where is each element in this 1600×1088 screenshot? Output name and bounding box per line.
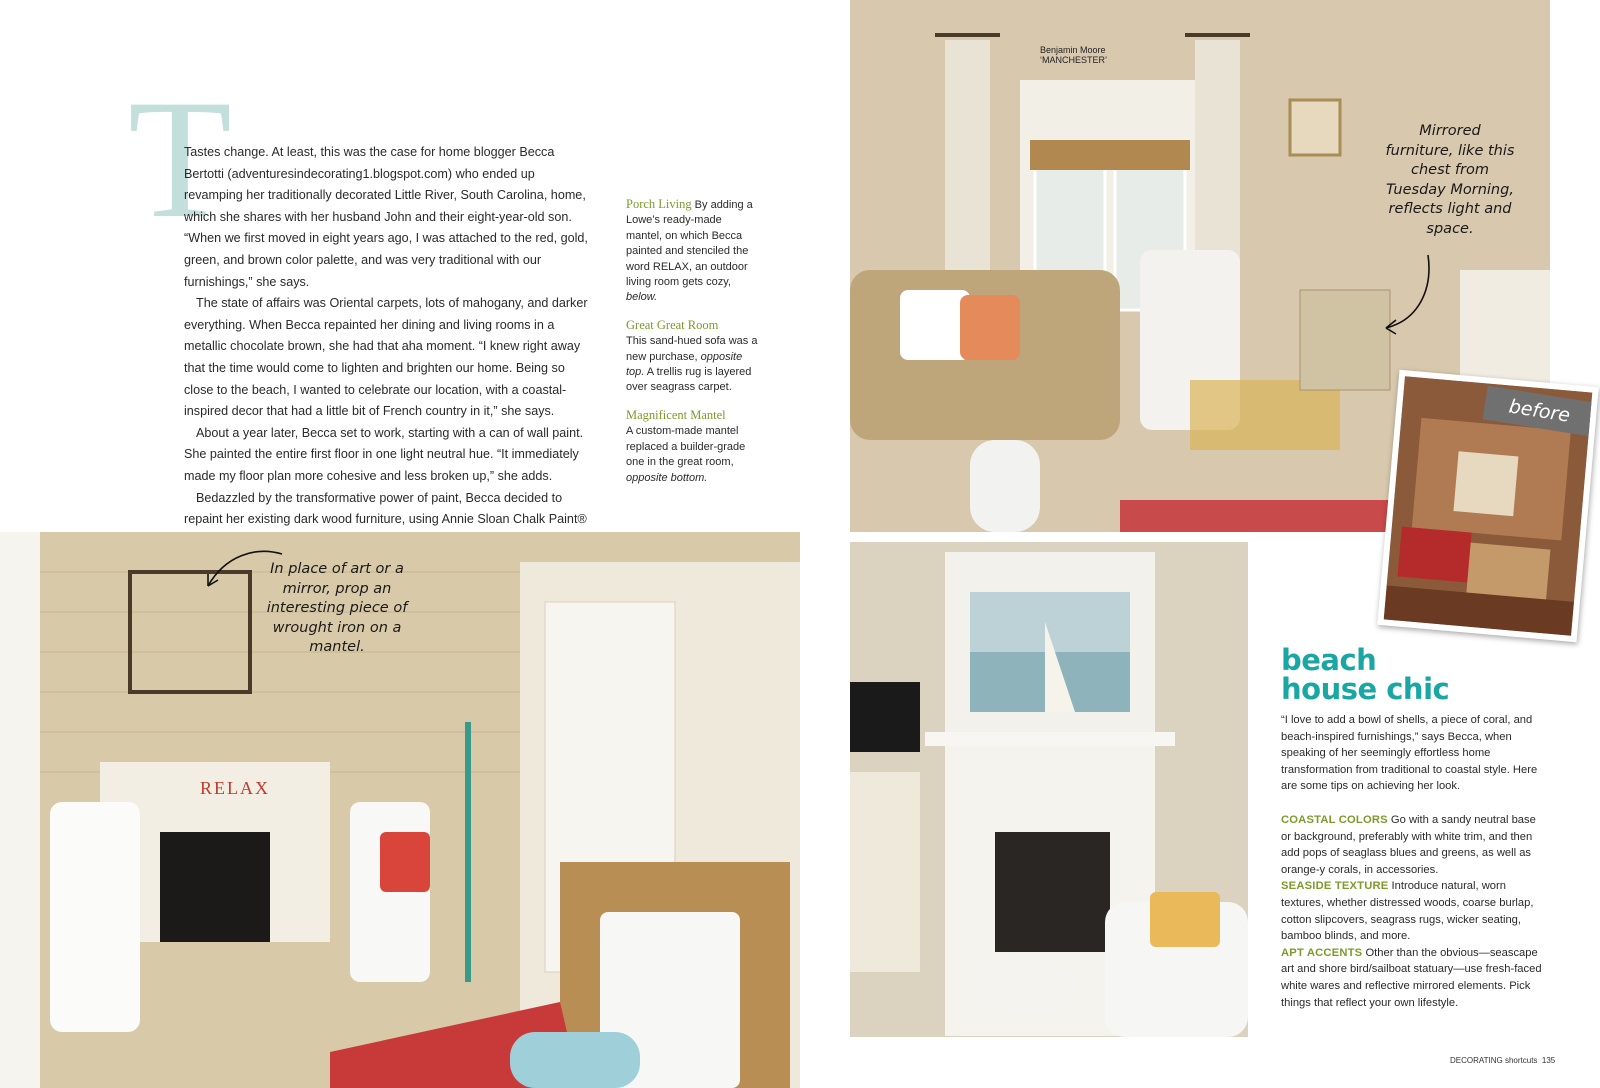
caption-text: A custom-made mantel replaced a builder-grade one in the great room, xyxy=(626,425,746,469)
paragraph: The state of affairs was Oriental carpets, lots of mahogany, and darker everything. When Becca repainted her dining and living rooms in a metallic chocolate brown, she had that aha moment. “I knew right away that the time would come to lighten and brighten our home. Being so close to the beach, I wanted to celebrate our location, with a coastal-inspired decor that had a little bit of French country in it,” she says. xyxy=(184,296,588,419)
relax-sign: RELAX xyxy=(200,778,270,798)
caption-ref: below. xyxy=(626,291,658,304)
caption-title: Magnificent Mantel xyxy=(626,407,726,422)
mirror-annotation: Mirrored furniture, like this chest from Tuesday Morning, reflects light and space. xyxy=(1385,123,1515,237)
tip-item xyxy=(1281,878,1543,944)
before-photo-image xyxy=(1384,376,1593,635)
caption-mantel xyxy=(626,408,758,486)
paragraph: Tastes change. At least, this was the case for home blogger Becca Bertotti (adventuresindecorating1.blogspot.com) who ended up revamping her traditionally decorated Little River, South Carolina, home, which she shares with her husband John and their eight-year-old son. “When we first moved in eight years ago, I was attached to the red, gold, green, and brown color palette, and was very traditional with our furnishings,” she says. xyxy=(184,145,588,289)
before-photo xyxy=(1377,370,1599,642)
caption-title: Porch Living xyxy=(626,197,692,211)
tip-text: Introduce natural, worn textures, whether distressed woods, coarse burlap, cotton slipcovers, seagrass rugs, wicker seating, bamboo blinds, and more. xyxy=(1281,880,1534,943)
article-body xyxy=(184,142,592,552)
tips-list xyxy=(1281,812,1543,1011)
folio-section: DECORATING shortcuts xyxy=(1450,1056,1538,1065)
caption-text: This sand-hued sofa was a new purchase, xyxy=(626,335,758,363)
caption-porch-living xyxy=(626,197,758,306)
caption-ref: opposite top. xyxy=(626,350,743,379)
mantel-photo xyxy=(850,542,1248,1037)
wrought-iron-annotation: In place of art or a mirror, prop an interesting piece of wrought iron on a mantel. xyxy=(266,561,408,655)
arrow-icon xyxy=(1378,250,1438,340)
before-label: before xyxy=(1482,386,1592,437)
tip-item xyxy=(1281,945,1543,1011)
arrow-icon xyxy=(200,546,290,596)
folio-page-number: 135 xyxy=(1541,1056,1556,1065)
caption-text: A trellis rug is layered over seagrass carpet. xyxy=(626,366,752,394)
caption-ref: opposite bottom. xyxy=(626,471,708,484)
drop-cap: T xyxy=(128,65,232,253)
photo-captions xyxy=(626,197,758,498)
feature-title xyxy=(1281,643,1450,706)
tip-title: SEASIDE TEXTURE xyxy=(1281,880,1389,893)
feature-title-line: beach xyxy=(1281,643,1377,677)
tip-text: Other than the obvious—seascape art and shore bird/sailboat statuary—use fresh-faced white wares and reflective mirrored elements. Pick things that reflect your own lifestyle. xyxy=(1281,946,1542,1009)
caption-great-room xyxy=(626,318,758,396)
caption-text: By adding a Lowe’s ready-made mantel, on which Becca painted and stenciled the word RELAX, an outdoor living room gets cozy, xyxy=(626,199,753,289)
paint-brand: Benjamin Moore xyxy=(1040,45,1106,55)
mantel-illustration xyxy=(850,542,1248,1037)
paint-color-label xyxy=(1040,45,1107,65)
paint-color: ‘MANCHESTER’ xyxy=(1040,55,1108,65)
tip-item xyxy=(1281,812,1543,878)
tip-title: APT ACCENTS xyxy=(1281,946,1363,959)
tip-text: Go with a sandy neutral base or background, preferably with white trim, and then add pops of seaglass blues and greens, as well as orange-y corals, in accessories. xyxy=(1281,814,1536,876)
feature-title-line: house chic xyxy=(1281,672,1450,706)
paragraph: About a year later, Becca set to work, starting with a can of wall paint. She painted the entire first floor in one light neutral hue. “It immediately made my floor plan more cohesive and less broken up,” she adds. xyxy=(184,425,584,483)
paragraph: Bedazzled by the transformative power of paint, Becca decided to repaint her existing dark wood furniture, using Annie Sloan Chalk Paint® xyxy=(184,490,587,527)
page-folio xyxy=(1450,1056,1555,1065)
tip-title: COASTAL COLORS xyxy=(1281,814,1388,826)
feature-intro: “I love to add a bowl of shells, a piece of coral, and beach-inspired furnishings,” says Becca, when speaking of her seemingly effortless home transformation from traditional to coastal style. Here are some tips on achieving her look. xyxy=(1281,714,1538,793)
caption-title: Great Great Room xyxy=(626,317,719,332)
